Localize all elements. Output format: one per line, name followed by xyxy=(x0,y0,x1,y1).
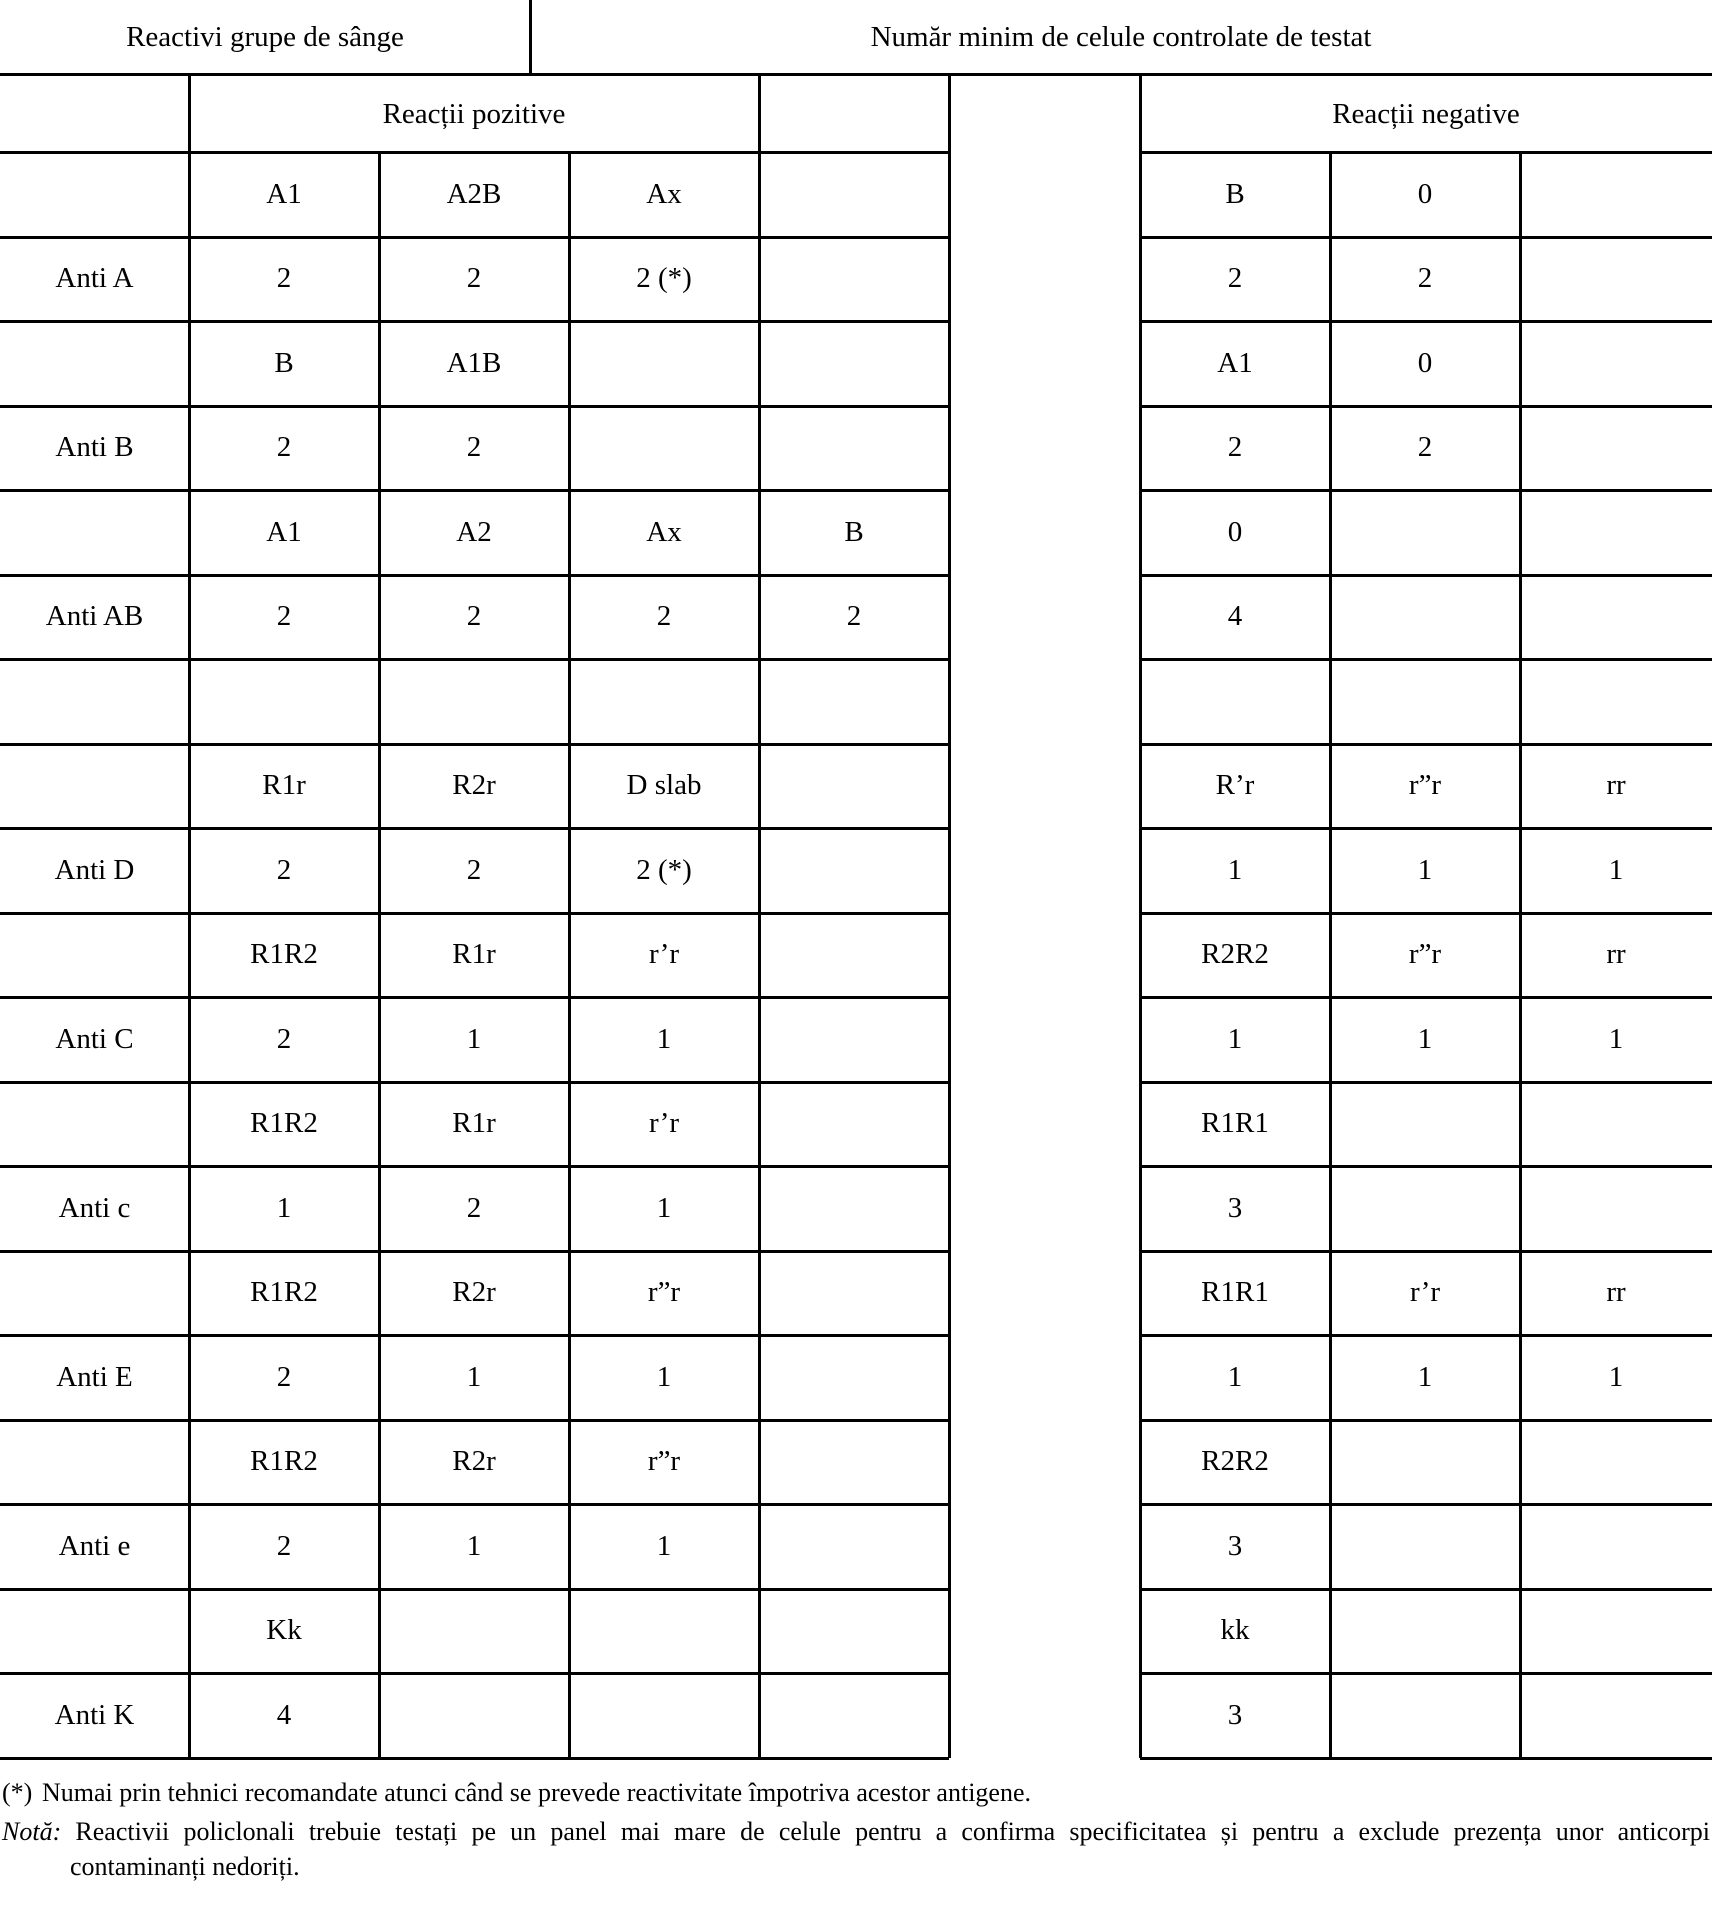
header-negative-reactions: Reacții negative xyxy=(1332,97,1520,130)
table-cell: R2R2 xyxy=(1201,1445,1269,1478)
table-cell xyxy=(949,744,1140,829)
table-cell: 1 xyxy=(656,1022,672,1055)
table-cell xyxy=(1330,1082,1520,1167)
table-cell: R1R2 xyxy=(250,1107,318,1140)
table-cell xyxy=(1520,490,1712,575)
table-cell xyxy=(1330,1589,1520,1674)
reagent-name-cell: Anti K xyxy=(54,1698,135,1731)
reagent-name-cell: Anti D xyxy=(54,853,135,886)
table-cell: 1 xyxy=(656,1360,672,1393)
table-cell: R1R2 xyxy=(250,1276,318,1309)
table-cell: 3 xyxy=(1227,1529,1243,1562)
table-cell: R2r xyxy=(452,769,496,802)
table-cell: R1r xyxy=(452,1107,496,1140)
table-cell xyxy=(1520,237,1712,322)
table-cell: R1r xyxy=(452,938,496,971)
table-cell: 1 xyxy=(1608,1360,1624,1393)
table-cell: 2 xyxy=(466,1191,482,1224)
table-cell xyxy=(1330,1504,1520,1589)
table-cell: 0 xyxy=(1417,346,1433,379)
table-cell xyxy=(759,1504,949,1589)
footnote-asterisk-text: Numai prin tehnici recomandate atunci când se prevede reactivitate împotriva acestor antigene. xyxy=(42,1778,1032,1807)
table-cell: kk xyxy=(1220,1614,1250,1647)
table-cell xyxy=(1520,1504,1712,1589)
table-cell: B xyxy=(844,515,864,548)
table-cell xyxy=(949,659,1140,744)
table-cell xyxy=(759,1082,949,1167)
table-cell: R2R2 xyxy=(1201,938,1269,971)
reagent-name-cell: Anti E xyxy=(56,1360,133,1393)
table-cell: 2 xyxy=(276,262,292,295)
table-cell: R2r xyxy=(452,1276,496,1309)
table-cell: 0 xyxy=(1417,177,1433,210)
table-cell xyxy=(569,321,759,406)
reagent-name-cell xyxy=(0,659,189,744)
table-cell: 1 xyxy=(466,1022,482,1055)
table-cell xyxy=(1330,1420,1520,1505)
table-cell xyxy=(189,659,379,744)
table-cell: A1 xyxy=(1217,346,1253,379)
table-cell xyxy=(1330,575,1520,660)
table-cell xyxy=(949,1504,1140,1589)
table-cell xyxy=(1330,1673,1520,1758)
table-cell: r”r xyxy=(647,1276,681,1309)
table-cell xyxy=(759,1420,949,1505)
table-cell xyxy=(1520,152,1712,237)
table-cell: rr xyxy=(1606,938,1626,971)
table-cell: Kk xyxy=(266,1614,302,1647)
table-cell: 2 xyxy=(276,1529,292,1562)
table-cell: 2 xyxy=(466,262,482,295)
table-cell xyxy=(949,152,1140,237)
table-cell: A2B xyxy=(446,177,502,210)
reagent-name-cell: Anti c xyxy=(58,1191,131,1224)
table-cell xyxy=(1520,406,1712,491)
table-cell: 2 xyxy=(466,853,482,886)
table-rule xyxy=(0,73,1712,76)
table-cell: Ax xyxy=(646,515,682,548)
table-cell xyxy=(949,406,1140,491)
table-cell xyxy=(759,406,949,491)
reagent-name-cell xyxy=(0,490,189,575)
reagent-name-cell xyxy=(0,152,189,237)
footnote-note-line2: contaminanți nedoriți. xyxy=(70,1852,300,1881)
table-cell: 1 xyxy=(466,1529,482,1562)
reagent-name-cell xyxy=(0,744,189,829)
table-cell xyxy=(949,1420,1140,1505)
table-cell xyxy=(759,828,949,913)
table-cell xyxy=(759,744,949,829)
table-cell: 1 xyxy=(1417,1360,1433,1393)
table-cell xyxy=(1520,1420,1712,1505)
table-cell xyxy=(759,1589,949,1674)
table-cell xyxy=(949,997,1140,1082)
table-cell: 2 xyxy=(1227,431,1243,464)
table-cell: 1 xyxy=(1227,1360,1243,1393)
table-cell: R1R2 xyxy=(250,938,318,971)
table-cell: 4 xyxy=(1227,600,1243,633)
table-cell: 2 (*) xyxy=(636,262,692,295)
table-cell xyxy=(1520,1082,1712,1167)
footnote-asterisk xyxy=(2,1778,1710,1808)
reagent-name-cell: Anti C xyxy=(55,1022,134,1055)
footnote-asterisk-mark: (*) xyxy=(2,1778,33,1807)
table-cell: 1 xyxy=(276,1191,292,1224)
table-cell: Ax xyxy=(646,177,682,210)
table-cell: 1 xyxy=(656,1191,672,1224)
table-cell: 1 xyxy=(1608,1022,1624,1055)
table-cell: 2 xyxy=(846,600,862,633)
table-cell xyxy=(759,659,949,744)
table-cell: rr xyxy=(1606,769,1626,802)
table-cell: 1 xyxy=(1417,853,1433,886)
table-cell xyxy=(949,828,1140,913)
header-reagents: Reactivi grupe de sânge xyxy=(126,20,404,53)
reagent-name-cell: Anti A xyxy=(55,262,134,295)
table-cell: A2 xyxy=(456,515,492,548)
table-cell: B xyxy=(274,346,294,379)
table-cell: 2 xyxy=(656,600,672,633)
table-cell: 2 xyxy=(276,600,292,633)
table-cell xyxy=(949,1589,1140,1674)
table-cell xyxy=(759,152,949,237)
table-cell: R2r xyxy=(452,1445,496,1478)
table-cell xyxy=(1520,659,1712,744)
table-cell xyxy=(949,490,1140,575)
table-cell xyxy=(949,321,1140,406)
table-cell xyxy=(759,997,949,1082)
reagent-name-cell: Anti B xyxy=(55,431,134,464)
table-cell xyxy=(949,575,1140,660)
table-cell xyxy=(569,406,759,491)
reagent-name-cell xyxy=(0,1420,189,1505)
table-cell: 1 xyxy=(1227,853,1243,886)
reagent-name-cell: Anti e xyxy=(58,1529,131,1562)
table-cell xyxy=(569,659,759,744)
reagent-name-cell xyxy=(0,1082,189,1167)
reagent-name-cell xyxy=(0,1251,189,1336)
table-cell xyxy=(1520,1166,1712,1251)
table-cell: 2 xyxy=(1417,262,1433,295)
table-cell: r”r xyxy=(647,1445,681,1478)
table-cell: r”r xyxy=(1408,769,1442,802)
table-cell xyxy=(949,1082,1140,1167)
table-cell: D slab xyxy=(626,769,702,802)
table-cell: 4 xyxy=(276,1698,292,1731)
header-min-cells: Număr minim de celule controlate de testat xyxy=(870,20,1372,53)
table-cell: 2 xyxy=(1227,262,1243,295)
table-cell: r’r xyxy=(648,1107,680,1140)
table-cell xyxy=(379,1589,569,1674)
table-cell: 1 xyxy=(656,1529,672,1562)
table-cell: R1r xyxy=(262,769,306,802)
table-cell: R1R1 xyxy=(1201,1276,1269,1309)
reagent-name-cell xyxy=(0,913,189,998)
table-cell: 2 xyxy=(276,431,292,464)
table-cell xyxy=(759,1166,949,1251)
footnote-note-continued xyxy=(2,1852,1710,1882)
table-cell xyxy=(379,1673,569,1758)
table-cell xyxy=(759,237,949,322)
table-cell xyxy=(1520,1589,1712,1674)
reagent-name-cell xyxy=(0,1589,189,1674)
table-cell: 2 xyxy=(466,600,482,633)
table-cell: 2 xyxy=(1417,431,1433,464)
table-cell xyxy=(1140,659,1330,744)
table-cell xyxy=(759,1251,949,1336)
footnote-note-label: Notă: xyxy=(2,1817,62,1846)
table-cell: R’r xyxy=(1215,769,1255,802)
table-cell xyxy=(949,1335,1140,1420)
table-cell xyxy=(759,913,949,998)
table-cell: 1 xyxy=(1417,1022,1433,1055)
table-cell xyxy=(1330,1166,1520,1251)
table-cell: A1 xyxy=(266,177,302,210)
table-cell xyxy=(569,1589,759,1674)
table-cell xyxy=(1330,659,1520,744)
table-cell: A1 xyxy=(266,515,302,548)
table-cell: rr xyxy=(1606,1276,1626,1309)
table-cell xyxy=(1520,321,1712,406)
table-cell xyxy=(1330,490,1520,575)
table-cell: B xyxy=(1225,177,1245,210)
table-cell: r’r xyxy=(1409,1276,1441,1309)
table-cell: 3 xyxy=(1227,1191,1243,1224)
table-cell: 2 xyxy=(466,431,482,464)
table-cell xyxy=(759,1673,949,1758)
table-cell: R1R2 xyxy=(250,1445,318,1478)
reagent-name-cell: Anti AB xyxy=(45,600,144,633)
table-cell: R1R1 xyxy=(1201,1107,1269,1140)
table-cell xyxy=(949,237,1140,322)
table-cell xyxy=(1520,1673,1712,1758)
table-cell xyxy=(569,1673,759,1758)
table-cell xyxy=(759,1335,949,1420)
table-cell xyxy=(379,659,569,744)
table-cell: r’r xyxy=(648,938,680,971)
table-cell: 2 xyxy=(276,1360,292,1393)
reagent-name-cell xyxy=(0,321,189,406)
table-cell: 1 xyxy=(466,1360,482,1393)
table-cell: 2 xyxy=(276,853,292,886)
table-cell: 3 xyxy=(1227,1698,1243,1731)
table-cell xyxy=(949,913,1140,998)
table-cell: 1 xyxy=(1227,1022,1243,1055)
header-positive-reactions: Reacții pozitive xyxy=(382,97,566,130)
table-cell xyxy=(949,1166,1140,1251)
table-cell xyxy=(949,1673,1140,1758)
table-rule xyxy=(529,0,532,74)
footnote-note xyxy=(2,1817,1710,1847)
table-cell: 2 xyxy=(276,1022,292,1055)
table-cell: A1B xyxy=(446,346,502,379)
footnote-note-line1: Reactivii policlonali trebuie testați pe un panel mai mare de celule pentru a confirma specificitatea și pentru a exclude prezența unor anticorpi xyxy=(75,1817,1711,1846)
table-cell xyxy=(949,1251,1140,1336)
table-cell xyxy=(1520,575,1712,660)
table-cell: 0 xyxy=(1227,515,1243,548)
table-cell xyxy=(759,321,949,406)
table-cell: r”r xyxy=(1408,938,1442,971)
table-cell: 1 xyxy=(1608,853,1624,886)
table-cell: 2 (*) xyxy=(636,853,692,886)
